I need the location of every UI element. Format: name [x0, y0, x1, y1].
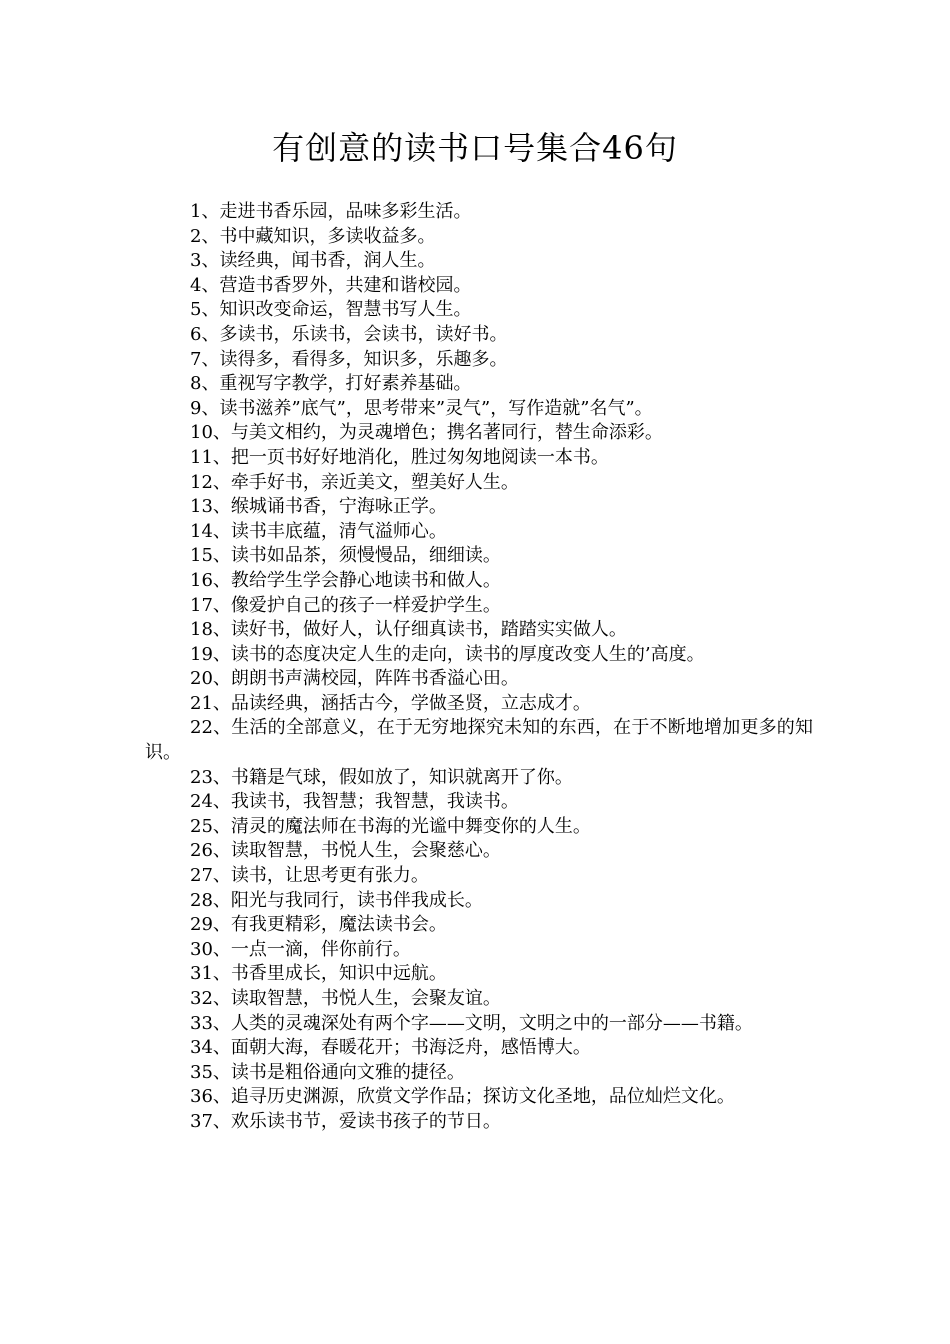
slogan-item-14: 14、读书丰底蕴，清气溢师心。: [190, 520, 447, 542]
slogan-item-24: 24、我读书，我智慧；我智慧，我读书。: [190, 791, 519, 813]
slogan-item-17: 17、像爱护自己的孩子一样爱护学生。: [190, 594, 501, 616]
slogan-item-7: 7、读得多，看得多，知识多，乐趣多。: [190, 348, 508, 370]
slogan-item-21: 21、品读经典，涵括古今，学做圣贤，立志成才。: [190, 692, 591, 714]
slogan-item-8: 8、重视写字教学，打好素养基础。: [190, 373, 472, 395]
slogan-item-15: 15、读书如品茶，须慢慢品，细细读。: [190, 545, 501, 567]
slogan-item-31: 31、书香里成长，知识中远航。: [190, 963, 447, 985]
slogan-item-32: 32、读取智慧，书悦人生，会聚友谊。: [190, 988, 501, 1009]
slogan-list: [145, 200, 813, 1135]
slogan-item-18: 18、读好书，做好人，认仔细真读书，踏踏实实做人。: [190, 619, 627, 641]
slogan-item-16: 16、教给学生学会静心地读书和做人。: [190, 569, 501, 591]
slogan-item-36: 36、追寻历史渊源，欣赏文学作品；探访文化圣地，品位灿烂文化。: [190, 1086, 735, 1108]
slogan-item-22: 22、生活的全部意义，在于无穷地探究未知的东西，在于不断地增加更多的知识。: [145, 717, 813, 764]
slogan-item-28: 28、阳光与我同行，读书伴我成长。: [190, 889, 483, 911]
slogan-item-23: 23、书籍是气球，假如放了，知识就离开了你。: [190, 766, 573, 788]
slogan-item-13: 13、缑城诵书香，宁海咏正学。: [190, 496, 447, 518]
slogan-item-29: 29、有我更精彩，魔法读书会。: [190, 914, 447, 936]
slogan-item-10: 10、与美文相约，为灵魂增色；携名著同行，替生命添彩。: [190, 422, 663, 444]
slogan-item-30: 30、一点一滴，伴你前行。: [190, 938, 411, 960]
slogan-item-26: 26、读取智慧，书悦人生，会聚慈心。: [190, 840, 501, 862]
slogan-item-4: 4、营造书香罗外，共建和谐校园。: [190, 274, 472, 296]
slogan-item-19: 19、读书的态度决定人生的走向，读书的厚度改变人生的’高度。: [190, 643, 705, 665]
slogan-item-35: 35、读书是粗俗通向文雅的捷径。: [190, 1061, 465, 1083]
slogan-item-11: 11、把一页书好好地消化，胜过匆匆地阅读一本书。: [190, 446, 609, 468]
slogan-item-5: 5、知识改变命运，智慧书写人生。: [190, 299, 472, 321]
slogan-item-2: 2、书中藏知识，多读收益多。: [190, 225, 436, 247]
slogan-item-20: 20、朗朗书声满校园，阵阵书香溢心田。: [190, 668, 519, 690]
slogan-item-34: 34、面朝大海，春暖花开；书海泛舟，感悟博大。: [190, 1037, 591, 1059]
slogan-item-3: 3、读经典，闻书香，润人生。: [190, 250, 436, 272]
slogan-item-33: 33、人类的灵魂深处有两个字——文明，文明之中的一部分——书籍。: [190, 1012, 753, 1034]
slogan-item-37: 37、欢乐读书节，爱读书孩子的节日。: [190, 1110, 501, 1132]
slogan-item-6: 6、多读书，乐读书，会读书，读好书。: [190, 323, 508, 345]
document-title: 有创意的读书口号集合46句: [272, 129, 678, 167]
slogan-item-25: 25、清灵的魔法师在书海的光谧中舞变你的人生。: [190, 815, 591, 837]
slogan-item-27: 27、读书，让思考更有张力。: [190, 865, 429, 887]
slogan-item-1: 1、走进书香乐园，品味多彩生活。: [190, 201, 472, 222]
slogan-item-9: 9、读书滋养”底气”，思考带来”灵气”，写作造就”名气”。: [190, 397, 653, 419]
slogan-item-12: 12、牵手好书，亲近美文，塑美好人生。: [190, 471, 519, 493]
